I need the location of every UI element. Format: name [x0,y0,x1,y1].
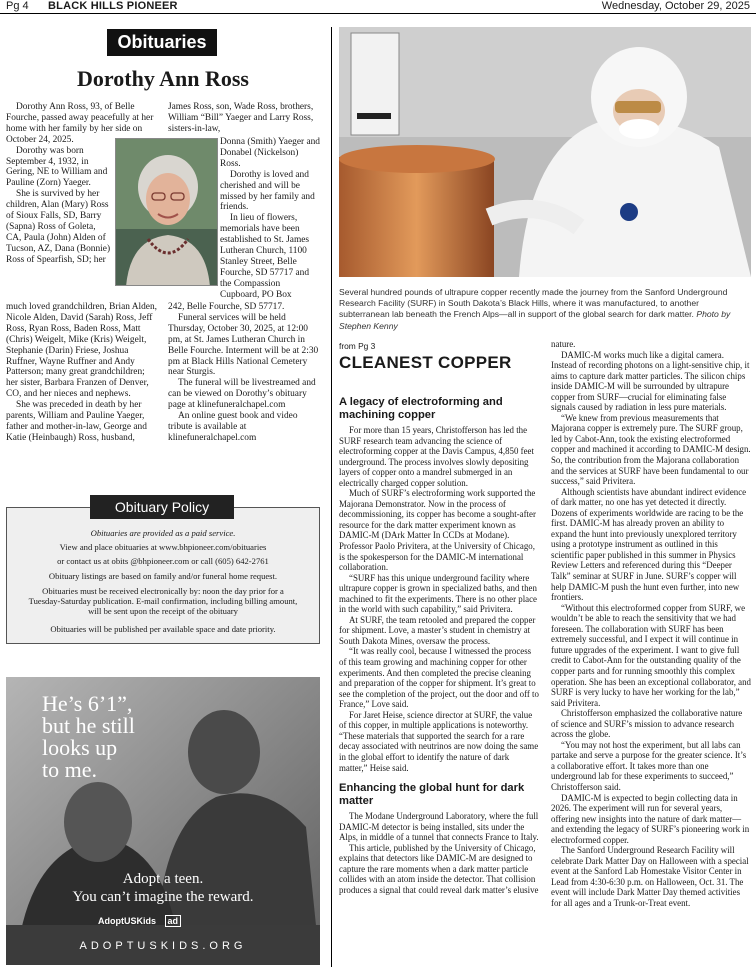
article-paragraph: This article, published by the University of Chicago, explains that detectors like DAMIC-M are designed to capture the rare moments when a dark matter particle collides with an atom inside the detector. That collision produces a signal that could reveal dark matter’s elusive [339,842,539,895]
ad-tagline-1: Adopt a teen. [122,871,204,887]
photo-caption [339,287,751,332]
article-paragraph: For Jaret Heise, science director at SURF, the value of this copper, in multiple applications is noteworthy. “These materials that supported the search for a rare decay associated with neutrinos are now doing the same in the global effort to identify the nature of dark matter,” Heise said. [339,709,539,773]
policy-line: Obituary listings are based on family and/or funeral home request. [48,571,278,581]
article-paragraph: “It was really cool, because I witnessed the process of this team growing and machining copper for other experiments. And then completed the precise cleaning and preparation of the copper for shipment. It’s great to see the completion of the project, out the door and off to France,” Love said. [339,646,539,710]
ad-headline-line: but he still [42,713,135,738]
policy-line: View and place obituaries at www.bhpioneer.com/obituaries [59,542,267,552]
article-paragraph: Although scientists have abundant indirect evidence of dark matter, no one has yet detected it directly. Dozens of experiments worldwide are racing to be the first. DAMIC-M has already proven an ability to expand the hunt into previously unexplored territory using a prototype instrument as outlined in this scientific paper published in this summer in Physics Review Letters and referenced during this “Deeper Talk” seminar at SURF in June. SURF’s copper will help DAMIC-M push the hunt even further, into new frontiers. [551,486,747,603]
portrait-illustration [116,139,218,286]
article-column-1 [339,396,539,895]
ad-council-logo: ad [165,915,182,927]
article-body [339,811,539,895]
article-paragraph: nature. [551,339,576,349]
obituary-paragraph: She was preceded in death by her parents, William and Pauline Yaeger, father and mother-in-law, George and Katie (Heinbaugh) Ross, husband, [6,400,147,443]
article-paragraph: The Sanford Underground Research Facility will celebrate Dark Matter Day on Halloween with a special event at the Sanford Lab Homestake Visitor Center in Lead from 4:30-6:30 p.m. on Halloween, Oct. 31. The event will include Dark Matter Day themed activities for all ages and a Trunk-or-Treat event. [551,845,749,908]
obituary-paragraph: In lieu of flowers, memorials have been established to St. James Lutheran Church, 1100 Stanley Street, Belle Fourche, SD 57717 and the Compassion Cupboard, PO Box [220,213,310,300]
obituary-paragraph: Donna (Smith) Yaeger and Donabel (Nickelson) Ross. [220,137,320,169]
article-subhead: A legacy of electroforming and machining copper [339,396,503,421]
article-body [339,425,539,773]
article-paragraph: “We knew from previous measurements that Majorana copper is extremely pure. The SURF group, led by Cabot-Ann, took the existing electroformed copper and machined it according to DAMIC-M design. So, the contribution from the Majorana collaboration and the services at SURF have been fundamental to our success,” said Privitera. [551,412,751,487]
obituaries-banner: Obituaries [107,29,217,56]
article-paragraph: “SURF has this unique underground facility where ultrapure copper is grown in specialized baths, and then machined to fit the experiments. There is no other place in the world with such capability,” said Privitera. [339,572,537,615]
obituary-paragraph: Dorothy is loved and cherished and will be missed by her family and friends. [220,169,315,213]
obituary-name: Dorothy Ann Ross [77,66,249,91]
obituary-paragraph: Dorothy Ann Ross, 93, of Belle Fourche, passed away peacefully at her home with her family by her side on October 24, 2025. [6,102,154,145]
article-paragraph: “You may not host the experiment, but all labs can partake and serve a purpose for the greater science. It’s a collaborative effort. It takes more than one underground lab for these experiments to succeed,” Christofferson said. [551,739,747,792]
ad-headline [42,693,135,781]
continued-from: from Pg 3 [339,341,376,351]
obituary-paragraph: Funeral services will be held Thursday, October 30, 2025, at 12:00 pm, at St. James Lutheran Church in Belle Fourche. Interment will be at 2:30 pm at Black Hills National Cemetery near Sturgis. [168,312,319,378]
article-column-2 [551,339,751,909]
article-headline: CLEANEST COPPER [339,353,512,372]
obituary-paragraph: She is survived by her children, Alan (Mary) Ross of Sioux Falls, SD, Barry (Sapna) Ross of Goleta, CA, Paula (John) Alden of Tucson, AZ, Dana (Bonnie) Ross of Spearfish, SD; her [6,189,111,265]
obituary-paragraph: 242, Belle Fourche, SD 57717. [168,302,285,312]
copper-lab-photo [339,27,751,277]
article-paragraph: DAMIC-M is expected to begin collecting data in 2026. The experiment will run for several years, offering new insights into the nature of dark matter—and extending the legacy of SURF’s pioneering work in electroformed copper. [551,792,750,845]
column-divider [331,27,332,967]
policy-line: Tuesday-Saturday publication. E-mail confirmation, including billing amount, [28,596,298,606]
ad-url[interactable]: ADOPTUSKIDS.ORG [79,940,247,952]
page-number: Pg 4 [6,0,29,12]
issue-date: Wednesday, October 29, 2025 [601,0,750,12]
policy-line: or contact us at obits @bhpioneer.com or call (605) 642-2761 [57,556,269,566]
ad-headline-line: looks up [42,735,118,760]
adoptuskids-ad[interactable] [6,677,320,965]
obituary-paragraph: Dorothy was born September 4, 1932, in Gering, NE to William and Pauline (Zorn) Yaeger. [6,145,108,189]
ad-tagline-2: You can’t imagine the reward. [72,889,254,905]
article-paragraph: The Modane Underground Laboratory, where the full DAMIC-M detector is being installed, sits under the Alps, in middle of a tunnel that connects France to Italy. [339,811,539,843]
obituary-column-1b [6,302,158,444]
article-paragraph: DAMIC-M works much like a digital camera. Instead of recording photons on a light-sensitive chip, it aims to capture dark matter particles. The silicon chips inside DAMIC-M will be surrounded by ultrapure copper from SURF—crucial for eliminating false signals caused by radiation in less pure materials. [551,349,750,413]
policy-line: will be sent upon the receipt of the obituary [88,606,238,616]
article-subhead: Enhancing the global hunt for dark matter [339,782,525,808]
obituary-policy-box [6,507,320,644]
obituary-paragraph: James Ross, son, Wade Ross, brothers, William “Bill” Yaeger and Larry Ross, sisters-in-law, [168,102,314,134]
ad-headline-line: He’s 6’1”, [42,691,133,716]
adoptuskids-logo: AdoptUSKids [98,916,156,926]
ad-logo-row [98,915,181,927]
article-paragraph: Much of SURF’s electroforming work supported the Majorana Demonstrator. Now in the process of decommissioning, its copper has become a sought-after resource for the dark matter experiment known as DAMIC-M (DArk Matter In CCDs at Modane). Professor Paolo Privitera, at the University of Chicago, is the spokesperson for the DAMIC-M international collaboration. [339,488,536,573]
portrait-photo [115,138,218,286]
ad-headline-line: to me. [42,757,97,782]
obituary-column-2 [168,102,321,135]
masthead [0,0,756,14]
policy-line: Obituaries must be received electronically by: noon the day prior for a [42,586,284,596]
policy-title: Obituary Policy [90,495,234,519]
policy-line: Obituaries will be published per available space and date priority. [50,624,276,634]
paper-name: BLACK HILLS PIONEER [48,0,178,12]
article-paragraph: Christofferson emphasized the collaborative nature of science and SURF’s mission to advance research across the globe. [551,708,743,740]
obituary-paragraph: The funeral will be livestreamed and can be viewed on Dorothy’s obituary page at klinefuneralchapel.com [168,378,316,411]
obituary-column-2b [220,137,321,301]
photo-caption-text: Several hundred pounds of ultrapure copper recently made the journey from the Sanford Underground Research Facility (SURF) in South Dakota’s Black Hills, where it was manufactured, to another subterranean lab beneath the French Alps—all in support of the global search for dark matter. [339,287,728,320]
obituary-paragraph: An online guest book and video tribute is available at klinefuneralchapel.com [168,411,298,443]
photo-credit: Photo by Stephen Kenny [339,309,731,331]
article-paragraph: For more than 15 years, Christofferson has led the SURF research team advancing the science of electroforming copper at the Davis Campus, 4,850 feet underground. The process involves slowly depositing layers of copper onto a mandrel submerged in an electrically charged copper solution. [339,425,534,488]
copper-lab-illustration [339,27,751,277]
obituary-paragraph: much loved grandchildren, Brian Alden, Nicole Alden, David (Sarah) Ross, Jeff Ross, Ryan Ross, Baden Ross, Matt (Chris) Weigelt, Mike (Kris) Weigelt, Stephanie (Darin) Friese, Joshua Ruffner, Wayne Ruffner and Andy Patterson; many great grandchildren; her sister, Barbara Franzen of Denver, CO, and her nieces and nephews. [6,302,158,400]
obituary-column-2c [168,302,321,444]
article-paragraph: “Without this electroformed copper from SURF, we wouldn’t be able to reach the sensitivity that we had foreseen. The collaboration with SURF has been extremely successful, and I expect it will continue in future upgrades of the experiment. I want to give full credit to Cabot-Ann for the outstanding quality of the copper parts and for running smoothly this complex operation. She has been an exceptional collaborator, and SURF is very lucky to have her working for the lab,” said Privitera. [551,602,751,708]
policy-line: Obituaries are provided as a paid service. [90,528,236,538]
article-paragraph: At SURF, the team retooled and prepared the copper for shipment. Love, a master’s student in chemistry at South Dakota Mines, oversaw the process. [339,614,536,646]
